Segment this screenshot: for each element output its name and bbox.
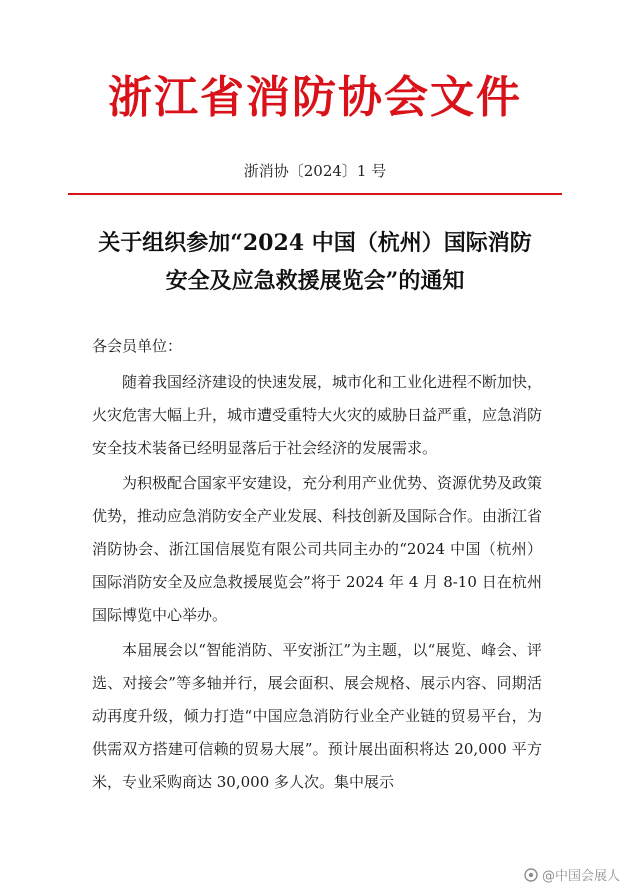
salutation: 各会员单位： <box>92 337 183 355</box>
notice-body <box>92 334 542 799</box>
notice-title-line-1: 关于组织参加“2024 中国（杭州）国际消防 <box>98 230 532 256</box>
watermark-logo-icon <box>524 868 538 882</box>
paragraph-2: 为积极配合国家平安建设，充分利用产业优势、资源优势及政策优势，推动应急消防安全产业发展、科技创新及国际合作。由浙江省消防协会、浙江国信展览有限公司共同主办的“2024 中国（杭州）国际消防安全及应急救援展览会”将于 2024 年 4 月 8-10 日在杭州国际博览中心举办。 <box>92 474 543 624</box>
red-divider-line <box>68 193 562 195</box>
source-watermark <box>524 865 620 884</box>
document-number: 浙消协〔2024〕1 号 <box>243 162 387 180</box>
issuing-org-header: 浙江省消防协会文件 <box>108 72 522 123</box>
notice-title <box>40 224 590 300</box>
paragraph-3: 本届展会以“智能消防、平安浙江”为主题，以“展览、峰会、评选、对接会”等多轴并行，展会面积、展会规格、展示内容、同期活动再度升级，倾力打造“中国应急消防行业全产业链的贸易平台，为供需双方搭建可信赖的贸易大展”。预计展出面积将达 20,000 平方米，专业采购商达 30,000 多人次。集中展示 <box>92 641 542 791</box>
watermark-text: @中国会展人 <box>541 869 620 884</box>
notice-title-line-2: 安全及应急救援展览会”的通知 <box>165 268 465 294</box>
paragraph-1: 随着我国经济建设的快速发展，城市化和工业化进程不断加快，火灾危害大幅上升，城市遭受重特大火灾的威胁日益严重，应急消防安全技术装备已经明显落后于社会经济的发展需求。 <box>92 373 543 457</box>
